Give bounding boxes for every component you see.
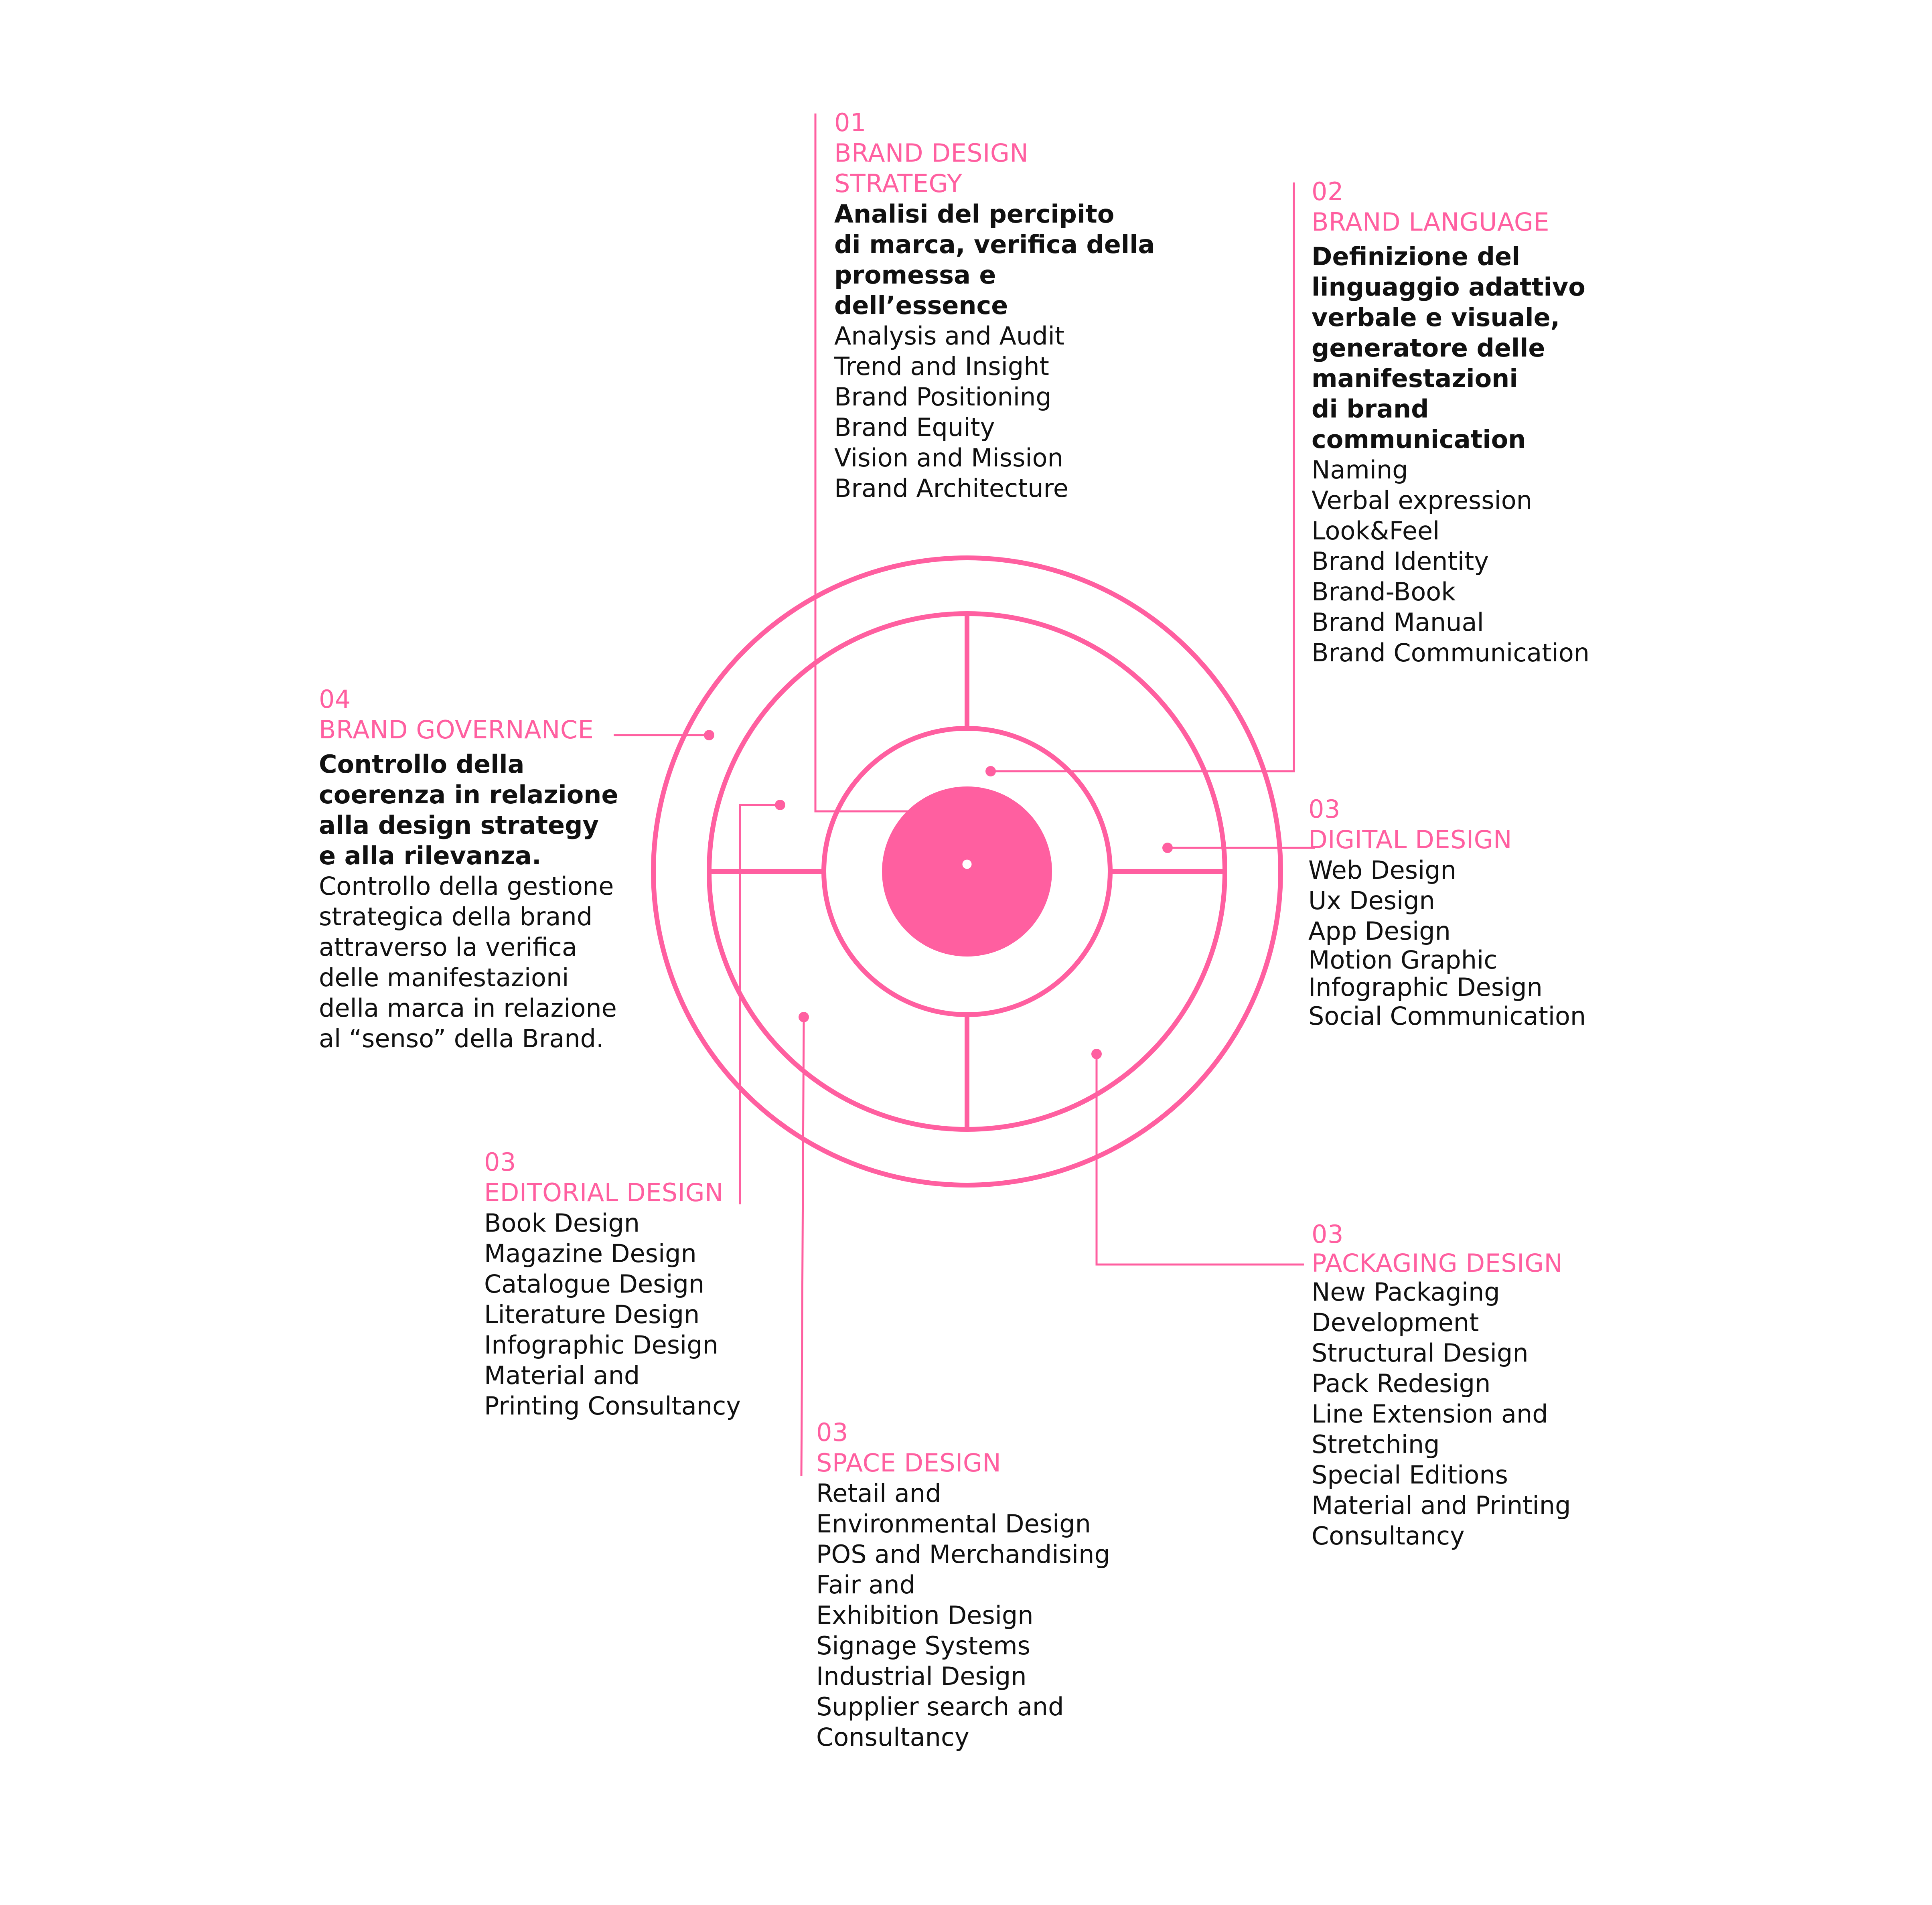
section-brand-language [1312,176,1589,668]
list-item: Look&Feel [1312,516,1440,545]
list-item: Printing Consultancy [484,1391,741,1421]
section-packaging-design [1312,1219,1571,1551]
list-item: Magazine Design [484,1239,697,1268]
list-item: Brand Architecture [834,474,1068,503]
dot-space-design [799,1012,809,1022]
list-item: Trend and Insight [834,352,1049,381]
list-item: Brand Positioning [834,382,1052,411]
list-item: Naming [1312,455,1408,484]
section-description: promessa e [834,260,996,290]
section-title: SPACE DESIGN [816,1448,1001,1477]
section-digital-design [1308,794,1586,1032]
list-item: Brand Communication [1312,638,1590,667]
connector-packaging-design [1097,1054,1304,1265]
list-item: Environmental Design [816,1509,1091,1538]
section-description: dell’essence [834,291,1008,320]
list-item: Signage Systems [816,1631,1030,1660]
list-item: Material and Printing [1312,1491,1571,1520]
list-item: Exhibition Design [816,1601,1034,1630]
list-item: Verbal expression [1312,486,1532,515]
list-item: Catalogue Design [484,1269,705,1299]
section-number: 03 [1308,794,1340,824]
section-description: coerenza in relazione [319,780,618,809]
section-editorial-design [484,1147,741,1421]
list-item: New Packaging [1312,1277,1500,1307]
section-number: 03 [484,1147,516,1177]
section-title: STRATEGY [834,169,963,198]
list-item: Infographic Design [484,1330,718,1360]
list-item: Stretching [1312,1430,1440,1459]
section-description: manifestazioni [1312,364,1518,393]
list-item: delle manifestazioni [319,963,569,992]
list-item: al “senso” della Brand. [319,1024,604,1053]
dot-brand-design-strategy [961,859,973,870]
list-item: Vision and Mission [834,443,1063,472]
list-item: Material and [484,1361,640,1390]
list-item: App Design [1308,916,1451,946]
section-description: di marca, verifica della [834,230,1155,259]
list-item: Social Communication [1308,1001,1586,1031]
section-number: 02 [1312,177,1344,206]
section-title: DIGITAL DESIGN [1308,825,1512,854]
list-item: Brand Identity [1312,547,1489,576]
section-description: Analisi del percipito [834,199,1115,229]
section-description: e alla rilevanza. [319,841,541,870]
list-item: Web Design [1308,855,1456,885]
dot-brand-language [985,766,996,776]
list-item: Motion Graphic [1308,945,1498,975]
list-item: della marca in relazione [319,993,617,1023]
section-number: 03 [816,1418,848,1447]
list-item: Brand-Book [1312,577,1456,606]
list-item: Industrial Design [816,1662,1027,1691]
list-item: attraverso la verifica [319,932,577,962]
list-item: Supplier search and [816,1692,1064,1721]
dot-editorial-design [775,800,785,810]
section-brand-design-strategy [834,107,1155,504]
section-description: alla design strategy [319,811,599,840]
list-item: Fair and [816,1570,916,1599]
list-item: Controllo della gestione [319,871,614,901]
section-description: generatore delle [1312,333,1545,363]
list-item: POS and Merchandising [816,1540,1110,1569]
list-item: Book Design [484,1208,640,1238]
list-item: Line Extension and [1312,1399,1548,1429]
list-item: Consultancy [816,1723,969,1752]
list-item: Pack Redesign [1312,1369,1491,1398]
section-description: verbale e visuale, [1312,303,1560,332]
section-title: BRAND GOVERNANCE [319,715,594,744]
list-item: Infographic Design [1308,973,1543,1002]
section-description: di brand [1312,394,1429,424]
section-number: 01 [834,108,866,137]
list-item: Consultancy [1312,1521,1465,1550]
list-item: Brand Equity [834,413,995,442]
list-item: Special Editions [1312,1460,1508,1490]
list-item: Brand Manual [1312,608,1484,637]
dot-digital-design [1162,843,1173,853]
list-item: Analysis and Audit [834,321,1065,351]
dot-brand-governance [704,730,714,740]
section-number: 04 [319,685,351,714]
list-item: Structural Design [1312,1338,1529,1368]
list-item: Development [1312,1308,1479,1337]
section-description: linguaggio adattivo [1312,272,1585,302]
section-description: Definizione del [1312,242,1520,271]
section-title: BRAND DESIGN [834,138,1029,168]
section-title: EDITORIAL DESIGN [484,1178,724,1207]
section-title: PACKAGING DESIGN [1312,1248,1563,1278]
section-space-design [816,1417,1110,1753]
list-item: Ux Design [1308,886,1435,915]
section-title: BRAND LANGUAGE [1312,207,1550,237]
connector-space-design [801,1017,804,1476]
dot-packaging-design [1091,1049,1102,1059]
section-number: 03 [1312,1220,1344,1249]
list-item: strategica della brand [319,902,593,931]
section-description: communication [1312,425,1526,454]
section-description: Controllo della [319,750,525,779]
list-item: Retail and [816,1479,941,1508]
section-brand-governance [319,684,618,1054]
list-item: Literature Design [484,1300,700,1329]
